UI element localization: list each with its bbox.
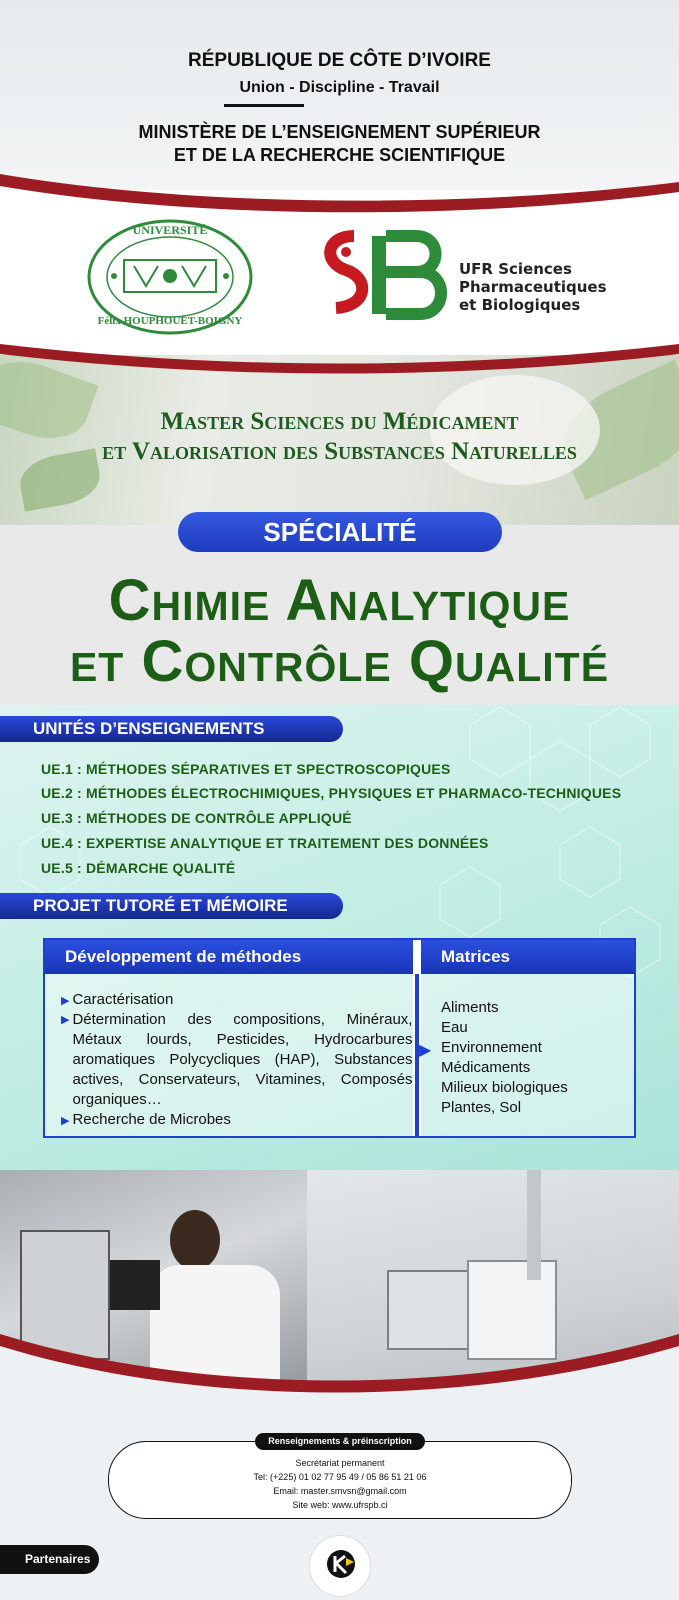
ministry-line-1: MINISTÈRE DE L’ENSEIGNEMENT SUPÉRIEUR [138, 122, 541, 142]
master-title-line-2: et Valorisation des Substances Naturelles [102, 438, 577, 465]
red-wave-bottom [0, 1330, 679, 1410]
unit-item-5: UE.5 : DÉMARCHE QUALITÉ [41, 860, 236, 876]
red-wave-middle [0, 340, 679, 380]
method-item-2: ▶ Détermination des compositions, Minéraux, Métaux lourds, Pesticides, Hydrocarbures aromatiques Polycycliques (HAP), Substances actives, Conservateurs, Vitamines, Composés organiques… [61, 1011, 413, 1108]
matrix-item-3: Environnement [441, 1039, 542, 1056]
svg-text:UNIVERSITÉ: UNIVERSITÉ [132, 223, 208, 237]
unit-item-1: UE.1 : MÉTHODES SÉPARATIVES ET SPECTROSCOPIQUES [41, 761, 451, 777]
method-item-3: ▶ Recherche de Microbes [61, 1111, 231, 1128]
project-table [43, 938, 636, 1138]
divider-arrow-icon: ▶ [419, 1042, 432, 1059]
svg-text:Félix HOUPHOUËT-BOIGNY: Félix HOUPHOUËT-BOIGNY [97, 315, 243, 327]
speciality-label: SPÉCIALITÉ [178, 512, 502, 552]
unit-item-2: UE.2 : MÉTHODES ÉLECTROCHIMIQUES, PHYSIQUES ET PHARMACO-TECHNIQUES [41, 785, 622, 801]
partners-label: Partenaires [0, 1545, 99, 1574]
unit-item-3: UE.3 : MÉTHODES DE CONTRÔLE APPLIQUÉ [41, 810, 352, 826]
ufr-name [459, 260, 607, 314]
contact-secretariat: Secrétariat permanent [295, 1458, 385, 1468]
bullet-triangle-icon: ▶ [61, 1115, 70, 1127]
ufr-spb-logo [316, 226, 454, 326]
unit-item-4: UE.4 : EXPERTISE ANALYTIQUE ET TRAITEMENT DES DONNÉES [41, 835, 489, 851]
national-motto: Union - Discipline - Travail [239, 79, 440, 96]
contact-website: Site web: www.ufrspb.ci [292, 1500, 388, 1510]
project-heading: PROJET TUTORÉ ET MÉMOIRE [0, 893, 343, 919]
university-logo [86, 218, 254, 336]
partner-logo [309, 1535, 371, 1597]
contact-phone: Tel: (+225) 01 02 77 95 49 / 05 86 51 21 06 [253, 1472, 427, 1482]
ministry-line-2: ET DE LA RECHERCHE SCIENTIFIQUE [173, 145, 506, 165]
ufr-name-line-2: Pharmaceutiques [459, 278, 607, 296]
ufr-name-line-3: et Biologiques [459, 296, 581, 314]
partner-logo-icon [310, 1536, 372, 1598]
speciality-title-line-2: et Contrôle Qualité [69, 629, 610, 694]
bullet-triangle-icon: ▶ [61, 1014, 70, 1026]
motto-divider [224, 104, 304, 107]
matrices-column-header: Matrices [421, 940, 634, 974]
matrix-item-1: Aliments [441, 999, 499, 1016]
ufr-name-line-1: UFR Sciences [459, 260, 572, 278]
republic-title: RÉPUBLIQUE DE CÔTE D’IVOIRE [188, 50, 491, 71]
methods-column-header: Développement de méthodes [45, 940, 413, 974]
speciality-title-line-1: Chimie Analytique [108, 568, 571, 633]
matrix-item-6: Plantes, Sol [441, 1099, 522, 1116]
contact-title: Renseignements & préinscription [255, 1433, 425, 1450]
matrix-item-5: Milieux biologiques [441, 1079, 568, 1096]
units-heading: UNITÉS D’ENSEIGNEMENTS [0, 716, 343, 742]
master-title-line-1: Master Sciences du Médicament [160, 408, 519, 435]
matrix-item-2: Eau [441, 1019, 468, 1036]
bullet-triangle-icon: ▶ [61, 995, 70, 1007]
contact-email: Email: master.smvsn@gmail.com [273, 1486, 407, 1496]
matrix-item-4: Médicaments [441, 1059, 531, 1076]
method-item-1: ▶ Caractérisation [61, 991, 174, 1008]
